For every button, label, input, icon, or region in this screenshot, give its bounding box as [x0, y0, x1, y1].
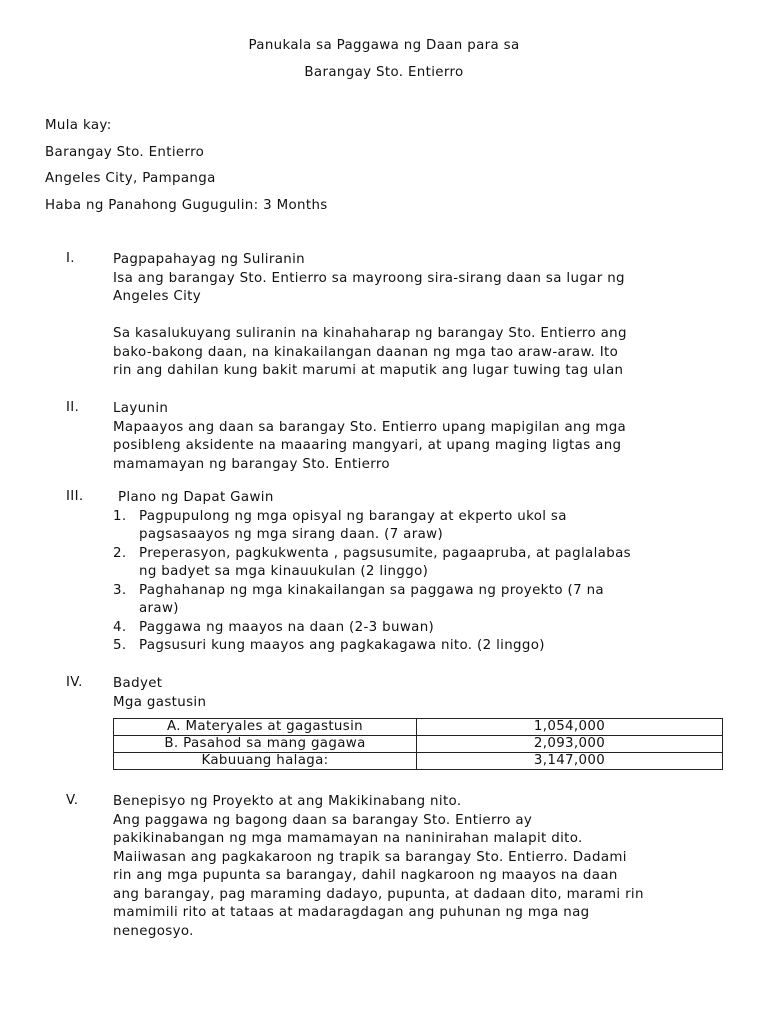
plan-item-number: 1.: [113, 508, 127, 524]
section-1-heading: Pagpapahayag ng Suliranin: [113, 252, 305, 267]
section-5-text-line: nenegosyo.: [113, 923, 194, 939]
table-row: [114, 719, 723, 736]
plan-item-number: 3.: [113, 582, 127, 598]
section-5-text-line: pakikinabangan ng mga mamamayan na naninirahan malapit dito.: [113, 831, 583, 846]
budget-total-amount: 3,147,000: [417, 753, 723, 770]
section-5-text-line: ang barangay, pag maraming dadayo, pupunta, at dadaan dito, marami rin: [113, 886, 644, 902]
section-2-number: II.: [66, 400, 80, 415]
table-row: [114, 753, 723, 770]
budget-item-label: B. Pasahod sa mang gagawa: [114, 736, 417, 753]
budget-item-amount: 1,054,000: [417, 719, 723, 736]
plan-item-text: Pagsusuri kung maayos ang pagkakagawa nito. (2 linggo): [139, 638, 545, 653]
from-city: Angeles City, Pampanga: [45, 171, 216, 186]
plan-item-text: Pagpupulong ng mga opisyal ng barangay at ekperto ukol sa: [139, 508, 567, 524]
section-1-text-line: Sa kasalukuyang suliranin na kinahaharap ng barangay Sto. Entierro ang: [113, 326, 627, 341]
plan-item-text: ng badyet sa mga kinauukulan (2 linggo): [139, 564, 429, 579]
plan-item-number: 4.: [113, 619, 127, 635]
section-2-text-line: Mapaayos ang daan sa barangay Sto. Entierro upang mapigilan ang mga: [113, 419, 627, 435]
section-3-heading: Plano ng Dapat Gawin: [118, 490, 274, 505]
section-1-text-line: Isa ang barangay Sto. Entierro sa mayroong sira-sirang daan sa lugar ng: [113, 270, 625, 286]
plan-list-item: [113, 508, 631, 545]
plan-item-number: 2.: [113, 545, 127, 561]
section-5: [113, 793, 644, 941]
section-1-text-line: Angeles City: [113, 289, 202, 304]
section-2-heading: Layunin: [113, 401, 169, 416]
section-1-number: I.: [66, 251, 75, 266]
project-duration: Haba ng Panahong Gugugulin: 3 Months: [45, 198, 328, 213]
plan-item-number: 5.: [113, 638, 127, 653]
budget-table: [113, 718, 723, 770]
section-5-text-line: Ang paggawa ng bagong daan sa barangay Sto. Entierro ay: [113, 812, 533, 828]
section-3: [113, 489, 631, 656]
table-row: [114, 736, 723, 753]
plan-item-text: pagsasaayos ng mga sirang daan. (7 araw): [139, 527, 444, 542]
section-4: [113, 675, 206, 712]
plan-list-item: [113, 582, 631, 619]
section-5-text-line: mamimili rito at tataas at madaragdagan ang puhunan ng mga nag: [113, 905, 590, 920]
plan-item-text: Preperasyon, pagkukwenta , pagsusumite, pagaapruba, at paglalabas: [139, 545, 631, 561]
section-1: [113, 251, 627, 381]
plan-list-item: [113, 545, 631, 582]
section-5-text-line: Maiiwasan ang pagkakaroon ng trapik sa barangay Sto. Entierro. Dadami: [113, 849, 627, 865]
section-5-text-line: rin ang mga pupunta sa barangay, dahil nagkaroon ng maayos na daan: [113, 868, 618, 883]
plan-item-text: araw): [139, 601, 179, 616]
from-label: Mula kay:: [45, 118, 112, 133]
plan-item-text: Paggawa ng maayos na daan (2-3 buwan): [139, 619, 435, 635]
section-5-heading: Benepisyo ng Proyekto at ang Makikinabang nito.: [113, 794, 462, 809]
section-1-text-line: bako-bakong daan, na kinakailangan daanan ng mga tao araw-araw. Ito: [113, 344, 619, 360]
budget-total-label: Kabuuang halaga:: [114, 753, 417, 770]
from-barangay: Barangay Sto. Entierro: [45, 145, 205, 160]
document-title-line-1: Panukala sa Paggawa ng Daan para sa: [248, 38, 520, 53]
section-5-number: V.: [66, 793, 79, 808]
plan-list-item: [113, 637, 631, 656]
plan-list: [113, 508, 631, 656]
section-4-heading: Badyet: [113, 676, 163, 691]
section-1-text-line: rin ang dahilan kung bakit marumi at maputik ang lugar tuwing tag ulan: [113, 363, 624, 378]
budget-item-amount: 2,093,000: [417, 736, 723, 753]
section-4-number: IV.: [66, 675, 83, 690]
section-3-number: III.: [66, 489, 84, 504]
plan-list-item: [113, 619, 631, 638]
plan-item-text: Paghahanap ng mga kinakailangan sa paggawa ng proyekto (7 na: [139, 582, 604, 598]
section-2-text-line: posibleng aksidente na maaaring mangyari, at upang maging ligtas ang: [113, 438, 622, 453]
section-2-text-line: mamamayan ng barangay Sto. Entierro: [113, 456, 390, 472]
section-2: [113, 400, 626, 474]
section-4-subheading: Mga gastusin: [113, 694, 207, 710]
document-title-line-2: Barangay Sto. Entierro: [304, 65, 464, 80]
budget-item-label: A. Materyales at gagastusin: [114, 719, 417, 736]
